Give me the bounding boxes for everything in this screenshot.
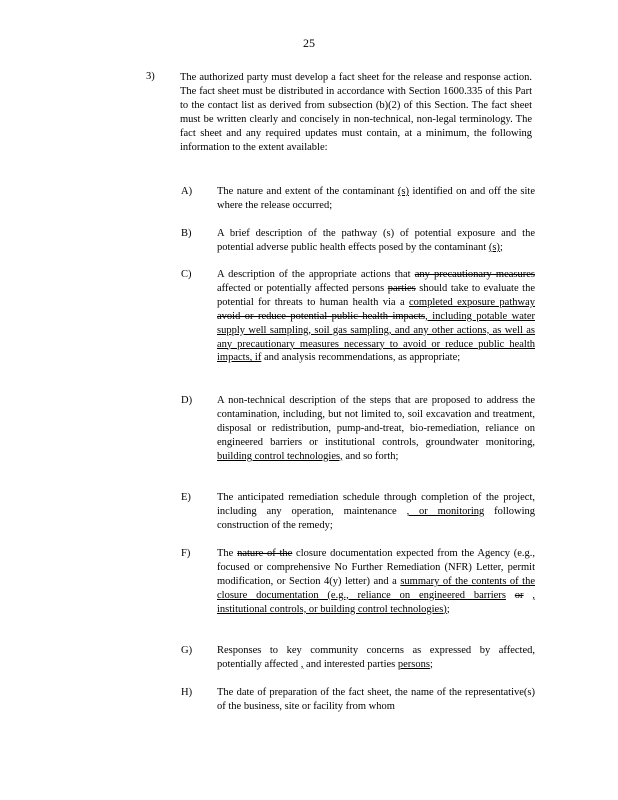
deleted-text: or: [514, 589, 524, 601]
inserted-text: summary of the contents of the closure documentation (e.g., reliance on engineered barriers: [217, 575, 535, 601]
text-run: The nature and extent of the contaminant: [217, 186, 398, 197]
text-run: ;: [429, 658, 433, 670]
subitem-label: F): [181, 548, 191, 559]
subitem-label: G): [181, 645, 193, 656]
page-number: 25: [303, 36, 315, 50]
subitem-label: D): [181, 395, 193, 406]
text-run: A brief description of the pathway (s) of potential exposure and the potential adverse public health effects posed by the contaminant: [217, 228, 535, 253]
text-run: and analysis recommendations, as appropriate;: [261, 352, 461, 364]
text-run: [506, 590, 515, 601]
subitem-label: E): [181, 492, 191, 503]
subitem-label: H): [181, 687, 193, 698]
text-run: affected or potentially affected persons: [217, 282, 388, 294]
text-run: and so forth;: [342, 450, 399, 462]
text-run: and interested parties: [303, 658, 398, 670]
subitem-label: C): [181, 269, 192, 280]
subitem-label: B): [181, 228, 192, 239]
inserted-text: completed exposure pathway: [409, 296, 535, 308]
deleted-text: nature of the: [237, 548, 293, 559]
item-3-text: The authorized party must develop a fact sheet for the release and response action. The fact sheet must be distributed in accordance with Section 1600.335 of this Part to the contact list as derived from subsection (b)(2) of this Section. The fact sheet must be written clearly and concisely in non-technical, non-legal terminology. The fact sheet and any required updates must contain, at a minimum, the following information to the extent available:: [180, 72, 532, 153]
inserted-text: (s): [488, 241, 500, 253]
subitem-text: [217, 227, 535, 255]
text-run: should take to evaluate the potential for threats to human health via a: [217, 282, 535, 308]
text-run: identified on and off the site where the release occurred;: [217, 186, 535, 211]
inserted-text: , including potable water supply well sampling, soil gas sampling, and any other actions, as well as any precautionary measures necessary to avoid or reduce public health impacts, if: [217, 310, 535, 364]
text-run: ;: [446, 603, 450, 615]
text-run: The: [217, 548, 238, 559]
text-run: Responses to key community concerns as expressed by affected, potentially affected: [217, 645, 535, 670]
subitem-text: [217, 644, 535, 672]
subitem-text: [217, 185, 535, 213]
text-run: The anticipated remediation schedule through completion of the project, including any operation, maintenance: [217, 492, 535, 517]
deleted-text: avoid or reduce potential public health impacts: [217, 310, 426, 322]
text-run: ;: [499, 241, 503, 253]
subitem-text: [217, 547, 535, 617]
inserted-text: (s): [397, 186, 410, 197]
inserted-text: persons: [397, 658, 430, 670]
text-run: A description of the appropriate actions that: [217, 269, 415, 280]
deleted-text: parties: [387, 282, 416, 294]
text-run: closure documentation expected from the Agency (e.g., focused or comprehensive No Further Remediation (NFR) Letter, permit modification, or Section 4(y) letter) and a: [217, 548, 536, 587]
subitem-text: [217, 268, 535, 365]
text-run: A non-technical description of the steps that are proposed to address the contamination, including, but not limited to, soil excavation and treatment, disposal or redistribution, pump-and-treat, bio-remediation, reliance on engineered barriers or institutional controls, groundwater monitoring,: [217, 395, 535, 448]
inserted-text: ,: [300, 658, 304, 670]
text-run: The date of preparation of the fact sheet, the name of the representative(s) of the business, site or facility from whom: [217, 687, 535, 712]
inserted-text: , institutional controls, or building control technologies): [217, 589, 536, 615]
subitem-text: [217, 491, 535, 533]
subitem-text: [217, 394, 535, 464]
deleted-text: any precautionary measures: [414, 269, 536, 280]
subitem-label: A): [181, 186, 193, 197]
inserted-text: , or monitoring: [406, 505, 485, 517]
item-3-label: 3): [146, 71, 155, 82]
subitem-text: [217, 686, 535, 714]
inserted-text: building control technologies,: [217, 450, 343, 462]
text-run: following construction of the remedy;: [217, 505, 535, 531]
